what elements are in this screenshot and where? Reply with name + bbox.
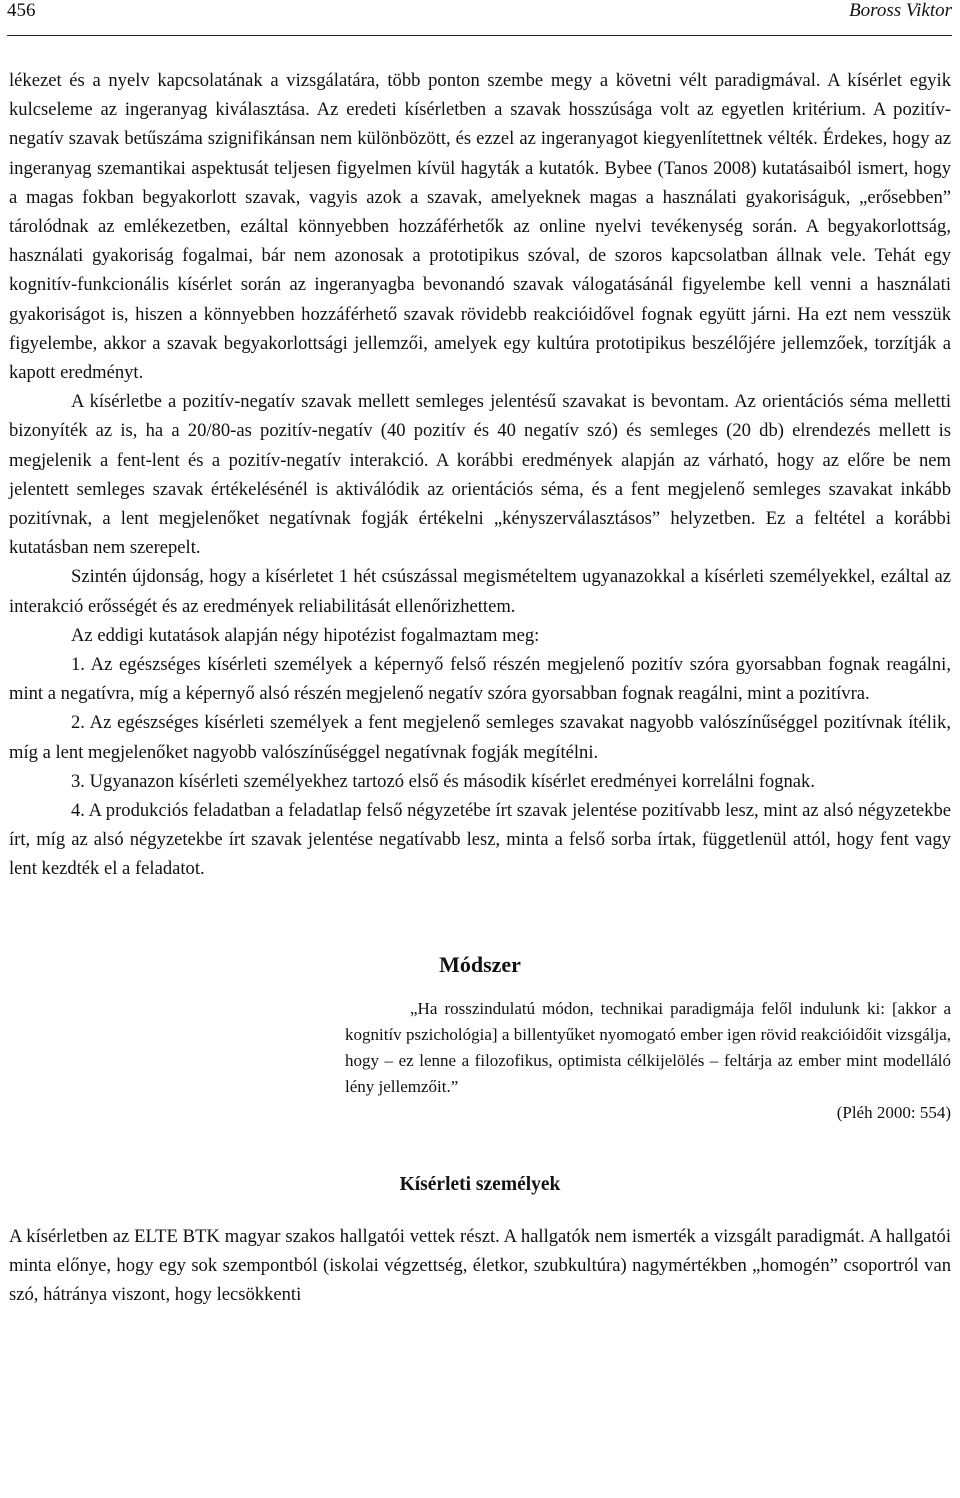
hypothesis-2: 2. Az egészséges kísérleti személyek a fent megjelenő semleges szavakat nagyobb valószínűséggel pozitívnak ítélik, míg a lent megjelenőket nagyobb valószínűséggel negatívnak fogják megítélni.: [9, 712, 951, 763]
subsection-heading-subjects: Kísérleti személyek: [399, 1173, 561, 1195]
paragraph-hypotheses-intro: Az eddigi kutatások alapján négy hipotézist fogalmaztam meg:: [71, 624, 540, 646]
paragraph-replication: Szintén újdonság, hogy a kísérletet 1 hét csúszással megismételtem ugyanazokkal a kísérleti személyekkel, ezáltal az interakció erősségét és az eredmények reliabilitását ellenőrizhettem.: [9, 566, 951, 617]
running-head-author: Boross Viktor: [849, 0, 952, 21]
epigraph-source: (Pléh 2000: 554): [836, 1102, 951, 1122]
paragraph-subjects: A kísérletben az ELTE BTK magyar szakos hallgatói vettek részt. A hallgatók nem ismerték a vizsgált paradigmát. A hallgatói minta előnye, hogy egy sok szempontból (iskolai végzettség, életkor, szubkultúra) nagymértékben „homogén” csoportról van szó, hátránya viszont, hogy lecsökkenti: [9, 1225, 951, 1306]
hypothesis-3: 3. Ugyanazon kísérleti személyekhez tartozó első és második kísérlet eredményei korrelálni fognak.: [71, 770, 815, 792]
section-heading-method: Módszer: [439, 951, 521, 977]
hypothesis-1: 1. Az egészséges kísérleti személyek a képernyő felső részén megjelenő pozitív szóra gyorsabban fognak reagálni, mint a negatívra, míg a képernyő alsó részén megjelenő negatív szóra gyorsabban fognak reagálni, mint a pozitívra.: [9, 654, 951, 705]
page-body: [9, 66, 951, 1309]
page-header: [7, 0, 952, 32]
hypothesis-4: 4. A produkciós feladatban a feladatlap felső négyzetébe írt szavak jelentése pozitívabb lesz, mint az alsó négyzetekbe írt, míg az alsó négyzetekbe írt szavak jelentése negatívabb lesz, minta a felső sorba írtak, függetlenül attól, hogy fent vagy lent kezdték el a feladatot.: [9, 800, 951, 880]
page-number: 456: [7, 0, 36, 21]
paragraph-neutral-words: A kísérletbe a pozitív-negatív szavak mellett semleges jelentésű szavakat is bevontam. Az orientációs séma melletti bizonyíték az is, ha a 20/80-as pozitív-negatív (40 pozitív és 40 negatív szó) és semleges (20 db) elrendezés mellett is megjelenik a fent-lent és a pozitív-negatív interakció. A korábbi eredmények alapján az várható, hogy az előre be nem jelentett semleges szavak értékelésénél is aktiválódik az orientációs séma, és a fent megjelenő semleges szavakat inkább pozitívnak, a lent megjelenőket negatívnak fogják értékelni „kényszerválasztásos” helyzetben. Ez a feltétel a korábbi kutatásban nem szerepelt.: [9, 391, 951, 559]
epigraph-quote: „Ha rosszindulatú módon, technikai paradigmája felől indulunk ki: [akkor a kognitív pszichológia] a billentyűket nyomogató ember igen rövid reakcióidőit vizsgálja, hogy – ez lenne a filozofikus, optimista célkijelölés – feltárja az ember mint modelláló lény jellemzőit.”: [345, 998, 951, 1096]
paragraph-continuation: lékezet és a nyelv kapcsolatának a vizsgálatára, több ponton szembe megy a követni vélt paradigmával. A kísérlet egyik kulcseleme az ingeranyag kiválasztása. Az eredeti kísérletben a szavak hosszúsága volt az egyetlen kritérium. A pozitív-negatív szavak betűszáma szignifikánsan nem különbözött, és ezzel az ingeranyagot kiegyenlítettnek vélték. Érdekes, hogy az ingeranyag szemantikai aspektusát teljesen figyelmen kívül hagyták a kutatók. Bybee (Tanos 2008) kutatásaiból ismert, hogy a magas fokban begyakorlott szavak, vagyis azok a szavak, amelyeknek magas a használati gyakoriságuk, „erősebben” tárolódnak az emlékezetben, ezáltal könnyebben hozzáférhetők az online nyelvi tevékenység során. A begyakorlottság, használati gyakoriság fogalmai, bár nem azonosak a prototipikus szóval, de szoros kapcsolatban állnak vele. Tehát egy kognitív-funkcionális kísérlet során az ingeranyagba bevonandó szavak válogatásánál figyelembe kell venni a használati gyakoriságot is, hiszen a könnyebben hozzáférhető szavak rövidebb reakcióidővel fognak együtt járni. Ha ezt nem vesszük figyelembe, akkor a szavak begyakorlottsági jellemzői, amelyek egy kultúra prototipikus beszélőjére jellemzőek, torzítják a kapott eredményt.: [9, 70, 951, 384]
section-spacer: [9, 884, 951, 950]
header-rule: [7, 35, 952, 36]
